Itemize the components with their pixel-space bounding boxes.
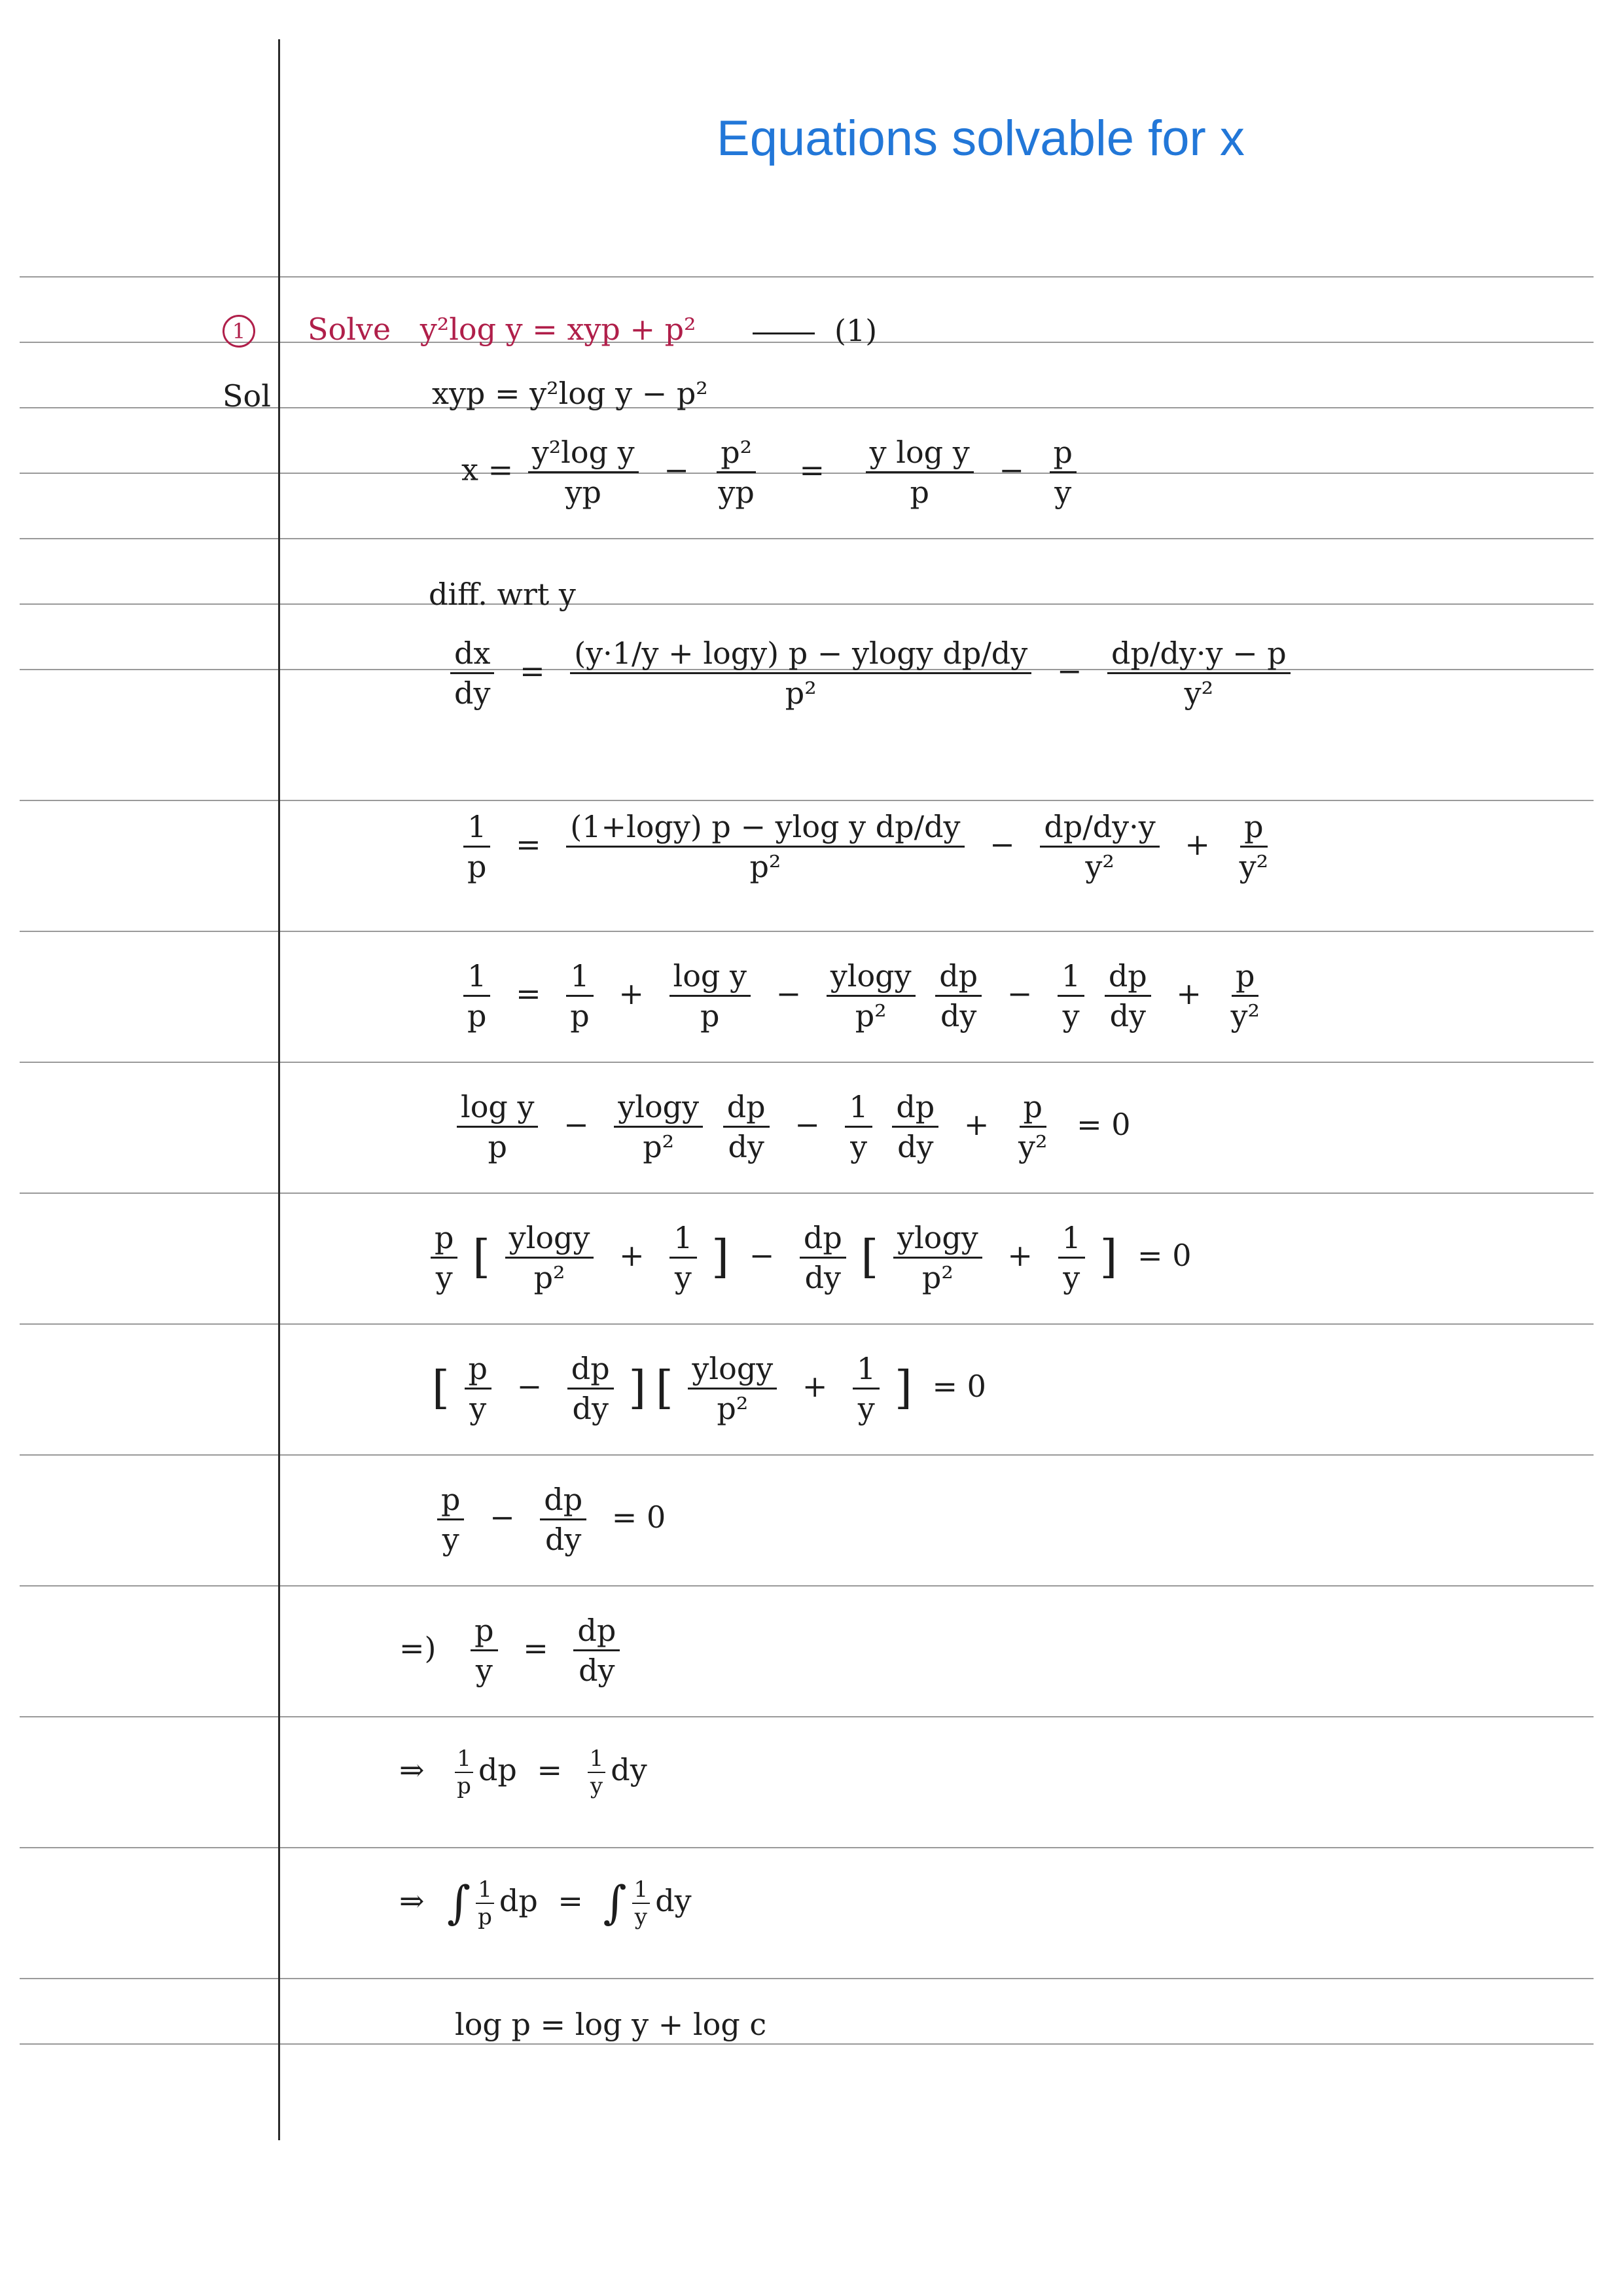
problem-statement: [308, 312, 696, 347]
step-7: $\frac{\text{log y}}{p}$ − $\frac{ylogy}{\text{p²}}$ $\frac{dp}{dy}$ − $\frac{1}{y}$ $\frac{dp}{dy}$ + $\frac{p}{\text{y²}}$ = 0: [452, 1092, 1141, 1162]
page-title: Equations solvable for x: [717, 111, 1245, 166]
ruled-line: [20, 1062, 1594, 1063]
ruled-line: [20, 603, 1594, 605]
step-8: $\frac{p}{y}$ [ $\frac{ylogy}{\text{p²}}$ + $\frac{1}{y}$ ] − $\frac{dp}{dy}$ [ $\frac{ylogy}{\text{p²}}$ + $\frac{1}{y}$ ] = 0: [425, 1223, 1202, 1293]
step-6: $\frac{1}{p}$ = $\frac{1}{p}$ + $\frac{\text{log y}}{p}$ − $\frac{ylogy}{\text{p²}}$ $\frac{dp}{dy}$ − $\frac{1}{y}$ $\frac{dp}{dy}$ + $\frac{p}{\text{y²}}$: [458, 961, 1269, 1031]
step-2: x = $\frac{\text{y²log y}}{yp}$ − $\frac{\text{p²}}{yp}$ = $\frac{\text{y log y}}{p}$ − $\frac{p}{y}$: [461, 437, 1082, 507]
step-14: log p = log y + log c: [455, 2007, 767, 2042]
problem-number: 1: [223, 313, 255, 348]
ruled-line: [20, 276, 1594, 278]
step-3-diff-note: diff. wrt y: [429, 577, 576, 612]
ruled-line: [20, 1847, 1594, 1848]
ruled-line: [20, 1193, 1594, 1194]
step-9: [ $\frac{p}{y}$ − $\frac{dp}{dy}$ ] [ $\frac{ylogy}{\text{p²}}$ + $\frac{1}{y}$ ] = 0: [432, 1351, 986, 1426]
solve-label: Solve: [308, 312, 391, 347]
equation-tag: (1): [753, 315, 877, 346]
step-1: xyp = y²log y − p²: [432, 376, 708, 411]
step-12: ⇒ $\frac{1}{p}$ dp = $\frac{1}{y}$ dy: [399, 1746, 647, 1799]
ruled-line: [20, 1978, 1594, 1979]
ruled-line: [20, 1323, 1594, 1325]
ruled-line: [20, 931, 1594, 932]
ruled-line: [20, 800, 1594, 801]
step-10: $\frac{p}{y}$ − $\frac{dp}{dy}$ = 0: [432, 1484, 676, 1554]
ruled-line: [20, 2043, 1594, 2045]
ruled-line: [20, 1454, 1594, 1456]
problem-equation: y²log y = xyp + p²: [419, 312, 696, 347]
step-5: $\frac{1}{p}$ = $\frac{\text{(1+logy) p − ylog y dp/dy}}{\text{p²}}$ − $\frac{dp/dy\cdot y}{\text{y²}}$ + $\frac{p}{\text{y²}}$: [458, 812, 1277, 882]
ruled-line: [20, 538, 1594, 539]
ruled-line: [20, 1716, 1594, 1717]
margin-line: [278, 39, 280, 2140]
sol-label: Sol: [223, 378, 271, 414]
ruled-line: [20, 1585, 1594, 1587]
step-13: ⇒ ∫ $\frac{1}{p}$ dp = ∫ $\frac{1}{y}$ dy: [399, 1876, 692, 1930]
step-11: =) $\frac{p}{y}$ = $\frac{dp}{dy}$: [399, 1615, 625, 1685]
step-4: $\frac{dx}{dy}$ = $\frac{\text{(y·1/y + logy) p − ylogy dp/dy}}{\text{p²}}$ − $\frac{dp/dy\cdot y - p}{\text{y²}}$: [445, 638, 1296, 708]
